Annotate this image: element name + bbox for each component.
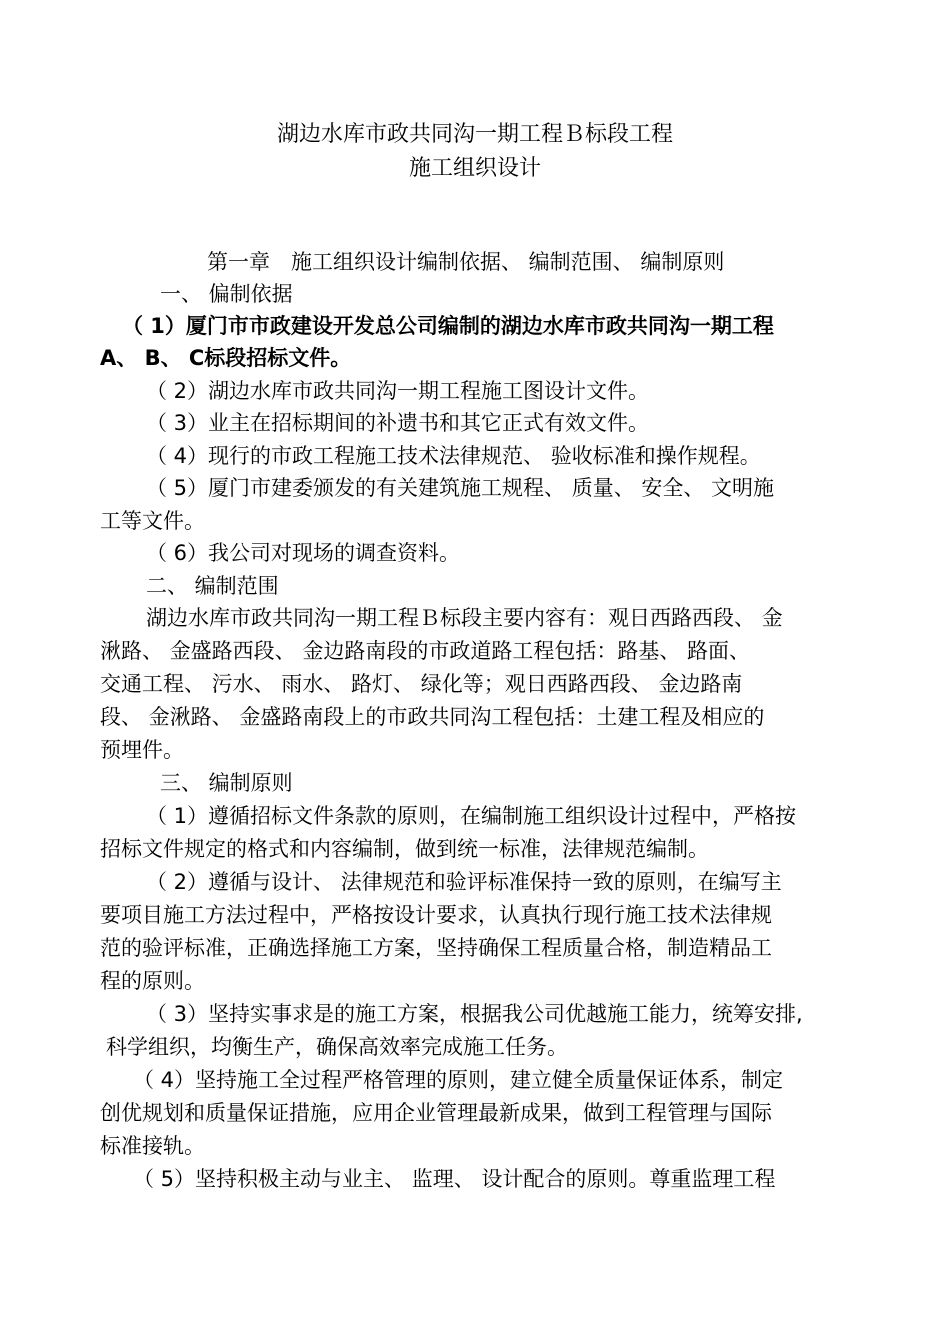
principle-2-line-1: （ 2）遵循与设计、 法律规范和验评标准保持一致的原则，在编写主 (146, 870, 782, 894)
basis-item-6: （ 6）我公司对现场的调查资料。 (146, 541, 461, 565)
scope-line-1: 湖边水库市政共同沟一期工程Ｂ标段主要内容有：观日西路西段、 金 (146, 606, 783, 630)
basis-item-2: （ 2）湖边水库市政共同沟一期工程施工图设计文件。 (146, 379, 650, 403)
document-title: 湖边水库市政共同沟一期工程Ｂ标段工程 (276, 122, 673, 147)
basis-item-1-line-1: （ 1）厦门市市政建设开发总公司编制的湖边水库市政共同沟一期工程 (122, 314, 774, 338)
section-heading-scope: 二、 编制范围 (146, 574, 279, 598)
principle-3-line-2: 科学组织，均衡生产，确保高效率完成施工任务。 (106, 1035, 568, 1059)
basis-item-1-line-2: A、 B、 C标段招标文件。 (100, 346, 352, 370)
principle-4-line-1: （ 4）坚持施工全过程严格管理的原则，建立健全质量保证体系，制定 (133, 1068, 784, 1092)
basis-item-5-line-1: （ 5）厦门市建委颁发的有关建筑施工规程、 质量、 安全、 文明施 (146, 476, 775, 500)
chapter-heading: 第一章 施工组织设计编制依据、 编制范围、 编制原则 (207, 250, 725, 274)
basis-item-5-line-2: 工等文件。 (100, 509, 205, 533)
scope-line-2: 湫路、 金盛路西段、 金边路南段的市政道路工程包括：路基、 路面、 (100, 639, 751, 663)
principle-5-line-1: （ 5）坚持积极主动与业主、 监理、 设计配合的原则。尊重监理工程 (133, 1167, 776, 1191)
principle-1-line-1: （ 1）遵循招标文件条款的原则，在编制施工组织设计过程中，严格按 (146, 804, 797, 828)
document-subtitle: 施工组织设计 (408, 156, 541, 181)
scope-line-4: 段、 金湫路、 金盛路南段上的市政共同沟工程包括：土建工程及相应的 (100, 705, 765, 729)
principle-1-line-2: 招标文件规定的格式和内容编制，做到统一标准，法律规范编制。 (100, 837, 709, 861)
scope-line-3: 交通工程、 污水、 雨水、 路灯、 绿化等；观日西路西段、 金边路南 (100, 672, 743, 696)
section-heading-basis: 一、 偏制依据 (160, 282, 293, 306)
basis-item-4: （ 4）现行的市政工程施工技术法律规范、 验收标准和操作规程。 (146, 444, 761, 468)
basis-item-3: （ 3）业主在招标期间的补遗书和其它正式有效文件。 (146, 411, 650, 435)
principle-4-line-2: 创优规划和质量保证措施，应用企业管理最新成果，做到工程管理与国际 (100, 1101, 772, 1125)
section-heading-principles: 三、 编制原则 (160, 771, 293, 795)
principle-2-line-2: 要项目施工方法过程中，严格按设计要求，认真执行现行施工技术法律规 (100, 903, 772, 927)
scope-line-5: 预埋件。 (100, 738, 184, 762)
principle-3-line-1: （ 3）坚持实事求是的施工方案，根据我公司优越施工能力，统筹安排, (146, 1002, 803, 1026)
principle-2-line-4: 程的原则。 (100, 969, 205, 993)
principle-2-line-3: 范的验评标准，正确选择施工方案，坚持确保工程质量合格，制造精品工 (100, 936, 772, 960)
principle-4-line-3: 标准接轨。 (100, 1134, 205, 1158)
